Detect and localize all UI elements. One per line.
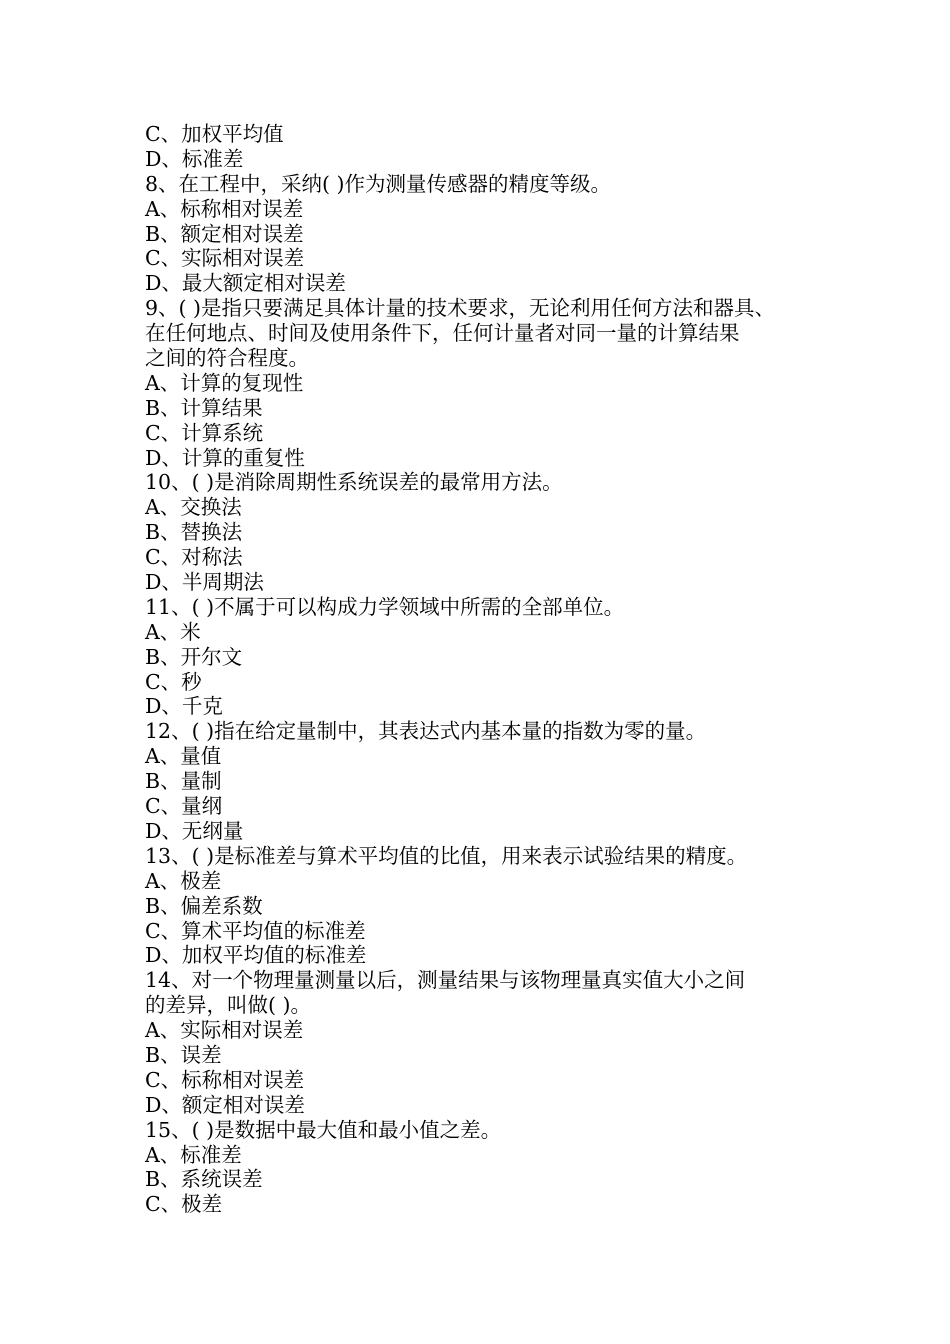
option-7d: D、标准差 xyxy=(145,146,244,171)
question-9-line-1: 9、( )是指只要满足具体计量的技术要求，无论利用任何方法和器具、 xyxy=(145,296,776,321)
option-8a: A、标称相对误差 xyxy=(145,196,304,221)
question-14-line-1: 14、对一个物理量测量以后，测量结果与该物理量真实值大小之间 xyxy=(145,968,746,993)
question-9-line-3: 之间的符合程度。 xyxy=(145,346,309,371)
option-11d: D、千克 xyxy=(145,694,223,719)
option-10b: B、替换法 xyxy=(145,520,243,545)
option-14b: B、误差 xyxy=(145,1042,222,1067)
option-14c: C、标称相对误差 xyxy=(145,1067,305,1092)
option-14a: A、实际相对误差 xyxy=(145,1018,304,1043)
option-9a: A、计算的复现性 xyxy=(145,370,304,395)
option-10a: A、交换法 xyxy=(145,495,242,520)
option-12a: A、量值 xyxy=(145,744,222,769)
option-9b: B、计算结果 xyxy=(145,395,263,420)
question-10: 10、( )是消除周期性系统误差的最常用方法。 xyxy=(145,470,563,495)
option-7c: C、加权平均值 xyxy=(145,122,284,146)
option-12d: D、无纲量 xyxy=(145,818,244,843)
document-body xyxy=(145,122,815,1217)
question-8: 8、在工程中，采纳( )作为测量传感器的精度等级。 xyxy=(145,171,612,196)
option-14d: D、额定相对误差 xyxy=(145,1092,305,1117)
option-8b: B、额定相对误差 xyxy=(145,221,304,246)
option-13c: C、算术平均值的标准差 xyxy=(145,918,366,943)
question-14-line-2: 的差异，叫做( )。 xyxy=(145,993,312,1018)
option-13b: B、偏差系数 xyxy=(145,893,263,918)
option-13a: A、极差 xyxy=(145,868,222,893)
question-12: 12、( )指在给定量制中，其表达式内基本量的指数为零的量。 xyxy=(145,719,707,744)
option-9d: D、计算的重复性 xyxy=(145,445,305,470)
option-9c: C、计算系统 xyxy=(145,420,264,445)
question-13: 13、( )是标准差与算术平均值的比值，用来表示试验结果的精度。 xyxy=(145,843,748,868)
option-12c: C、量纲 xyxy=(145,794,223,819)
question-9-line-2: 在任何地点、时间及使用条件下，任何计量者对同一量的计算结果 xyxy=(145,321,740,346)
option-15a: A、标准差 xyxy=(145,1142,242,1167)
option-15c: C、极差 xyxy=(145,1192,223,1217)
option-8c: C、实际相对误差 xyxy=(145,246,305,271)
question-15: 15、( )是数据中最大值和最小值之差。 xyxy=(145,1117,502,1142)
question-11: 11、( )不属于可以构成力学领域中所需的全部单位。 xyxy=(145,594,625,619)
option-11c: C、秒 xyxy=(145,669,202,694)
option-8d: D、最大额定相对误差 xyxy=(145,271,346,296)
option-13d: D、加权平均值的标准差 xyxy=(145,943,367,968)
option-10d: D、半周期法 xyxy=(145,570,264,595)
option-12b: B、量制 xyxy=(145,769,222,794)
option-15b: B、系统误差 xyxy=(145,1167,263,1192)
option-11b: B、开尔文 xyxy=(145,644,243,669)
option-10c: C、对称法 xyxy=(145,545,243,570)
option-11a: A、米 xyxy=(145,619,201,644)
